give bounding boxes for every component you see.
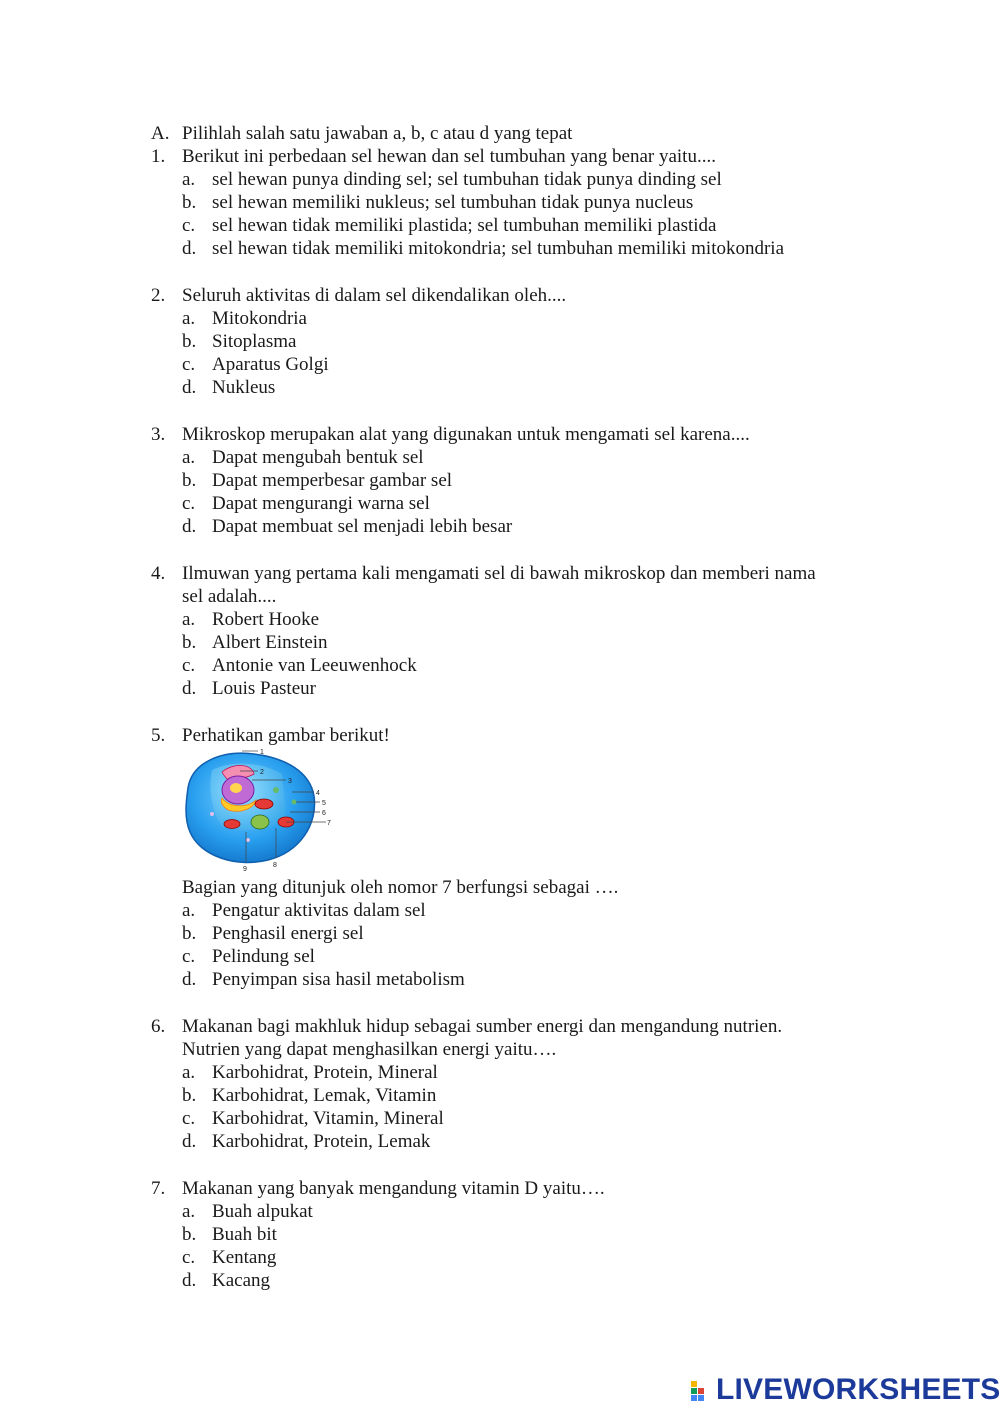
option-text: Karbohidrat, Protein, Mineral	[212, 1062, 438, 1083]
figure-label-3: 3	[288, 778, 292, 785]
option-letter: a.	[182, 1062, 196, 1083]
question-text: Bagian yang ditunjuk oleh nomor 7 berfungsi sebagai ….	[182, 877, 619, 898]
figure-label-5: 5	[322, 800, 326, 807]
option-text: sel hewan tidak memiliki plastida; sel tumbuhan memiliki plastida	[212, 215, 717, 236]
option-letter: d.	[182, 1270, 197, 1291]
figure-label-4: 4	[316, 790, 320, 797]
figure-label-2: 2	[260, 769, 264, 776]
option-letter: a.	[182, 308, 196, 329]
question-text: Mikroskop merupakan alat yang digunakan untuk mengamati sel karena....	[182, 424, 750, 445]
option-text: Louis Pasteur	[212, 678, 316, 699]
option-text: Dapat membuat sel menjadi lebih besar	[212, 516, 513, 537]
option-text: Karbohidrat, Vitamin, Mineral	[212, 1108, 444, 1129]
option-text: Kacang	[212, 1270, 271, 1291]
option-letter: d.	[182, 377, 197, 398]
option-letter: b.	[182, 1085, 197, 1106]
option-letter: a.	[182, 900, 196, 921]
question-text: Perhatikan gambar berikut!	[182, 725, 390, 746]
question-text: sel adalah....	[182, 586, 277, 607]
figure-label-7: 7	[327, 820, 331, 827]
option-text: Dapat mengurangi warna sel	[212, 493, 430, 514]
option-text: sel hewan memiliki nukleus; sel tumbuhan tidak punya nucleus	[212, 192, 694, 213]
figure-label-6: 6	[322, 810, 326, 817]
option-text: Karbohidrat, Protein, Lemak	[212, 1131, 431, 1152]
option-text: Dapat memperbesar gambar sel	[212, 470, 453, 491]
liveworksheets-logo-icon	[690, 1378, 714, 1402]
option-text: Buah alpukat	[212, 1201, 313, 1222]
section-title: Pilihlah salah satu jawaban a, b, c atau d yang tepat	[182, 123, 573, 144]
option-letter: b.	[182, 632, 197, 653]
question-text: Nutrien yang dapat menghasilkan energi yaitu….	[182, 1039, 557, 1060]
option-text: Buah bit	[212, 1224, 277, 1245]
question-text: Makanan yang banyak mengandung vitamin D yaitu….	[182, 1178, 605, 1199]
option-text: Albert Einstein	[212, 632, 328, 653]
question-text: Berikut ini perbedaan sel hewan dan sel tumbuhan yang benar yaitu....	[182, 146, 716, 167]
option-letter: a.	[182, 447, 196, 468]
option-text: Pelindung sel	[212, 946, 315, 967]
option-text: Robert Hooke	[212, 609, 320, 630]
option-letter: d.	[182, 238, 197, 259]
liveworksheets-logo[interactable]	[690, 1372, 1000, 1408]
option-letter: c.	[182, 946, 196, 967]
liveworksheets-wordmark: LIVEWORKSHEETS	[716, 1373, 1000, 1406]
figure-label-1: 1	[260, 749, 264, 756]
option-letter: c.	[182, 1247, 196, 1268]
option-text: Antonie van Leeuwenhock	[212, 655, 417, 676]
option-text: Sitoplasma	[212, 331, 297, 352]
option-letter: a.	[182, 1201, 196, 1222]
option-letter: b.	[182, 923, 197, 944]
option-letter: c.	[182, 655, 196, 676]
figure-label-9: 9	[243, 866, 247, 873]
option-letter: b.	[182, 192, 197, 213]
option-letter: a.	[182, 609, 196, 630]
option-text: Pengatur aktivitas dalam sel	[212, 900, 426, 921]
animal-cell-diagram	[182, 748, 334, 874]
question-text: Ilmuwan yang pertama kali mengamati sel di bawah mikroskop dan memberi nama	[182, 563, 816, 584]
option-text: sel hewan punya dinding sel; sel tumbuhan tidak punya dinding sel	[212, 169, 722, 190]
option-text: Dapat mengubah bentuk sel	[212, 447, 424, 468]
figure-label-8: 8	[273, 862, 277, 869]
option-letter: d.	[182, 1131, 197, 1152]
option-letter: c.	[182, 354, 196, 375]
question-text: Seluruh aktivitas di dalam sel dikendalikan oleh....	[182, 285, 567, 306]
question-number: 5.	[151, 725, 166, 746]
question-number: 7.	[151, 1178, 166, 1199]
option-text: sel hewan tidak memiliki mitokondria; sel tumbuhan memiliki mitokondria	[212, 238, 785, 259]
option-letter: b.	[182, 1224, 197, 1245]
question-number: 4.	[151, 563, 166, 584]
question-number: 2.	[151, 285, 166, 306]
option-text: Karbohidrat, Lemak, Vitamin	[212, 1085, 437, 1106]
option-text: Penghasil energi sel	[212, 923, 364, 944]
option-letter: d.	[182, 678, 197, 699]
option-letter: c.	[182, 493, 196, 514]
section-letter: A.	[151, 123, 170, 144]
option-letter: d.	[182, 516, 197, 537]
option-text: Mitokondria	[212, 308, 307, 329]
option-letter: c.	[182, 1108, 196, 1129]
option-letter: d.	[182, 969, 197, 990]
question-number: 3.	[151, 424, 166, 445]
option-letter: b.	[182, 470, 197, 491]
option-letter: c.	[182, 215, 196, 236]
option-letter: a.	[182, 169, 196, 190]
question-number: 6.	[151, 1016, 166, 1037]
option-text: Penyimpan sisa hasil metabolism	[212, 969, 465, 990]
question-text: Makanan bagi makhluk hidup sebagai sumber energi dan mengandung nutrien.	[182, 1016, 783, 1037]
option-text: Nukleus	[212, 377, 276, 398]
option-text: Aparatus Golgi	[212, 354, 329, 375]
question-number: 1.	[151, 146, 166, 167]
option-letter: b.	[182, 331, 197, 352]
option-text: Kentang	[212, 1247, 277, 1268]
